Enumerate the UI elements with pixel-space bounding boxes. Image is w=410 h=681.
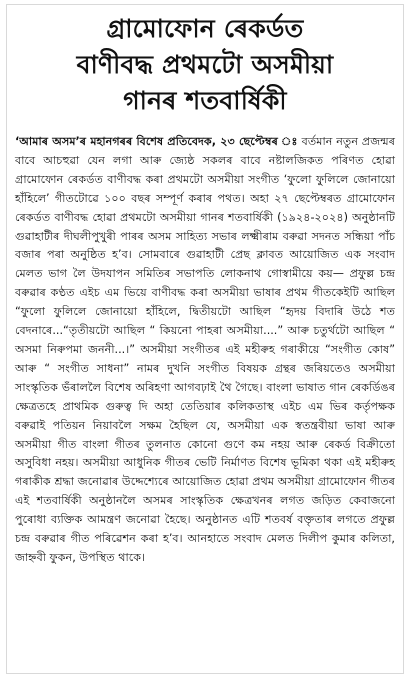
headline-line-3: গানৰ শতবাৰ্ষিকী [123, 86, 287, 115]
article-body-text: বৰ্তমান নতুন প্ৰজন্মৰ বাবে আচহুৱা যেন লগা আৰু জ্যেষ্ঠ সকলৰ বাবে নষ্টালজিকত পৰিণত হোৱা গ্ৰামোফোন ৰেকৰ্ডত বাণীবদ্ধ কৰা প্ৰথমটো অসমীয়া সংগীত ‘ফুলো ফুলিলে জোনায়ো হাঁহিলে’ গীতটোৱে ১০০ বছৰ সম্পূৰ্ণ কৰাৰ পথত। অহা ২৭ ছেপ্টেম্বৰত গ্ৰামোফোন ৰেকৰ্ডত বাণীবদ্ধ হোৱা প্ৰথমটো অসমীয়া গানৰ শতবাৰ্ষিকী (১৯২৪-২০২৪) অনুষ্ঠানটি গুৱাহাটীৰ দীঘলীপুখুৰী পাৰৰ অসম সাহিত্য সভাৰ লক্ষ্মীৰাম বৰুৱা সদনত সন্ধিয়া পাঁচ বজাৰ পৰা অনুষ্ঠিত হ’ব। সোমবাৰে গুৱাহাটী প্ৰেছ ক্লাবত আয়োজিত এক সংবাদ মেলত ভাগ লৈ উদযাপন সমিতিৰ সভাপতি লোকনাথ গোস্বামীয়ে কয়— প্ৰফুল্ল চন্দ্ৰ বৰুৱাৰ কণ্ঠত এইচ এম ভিয়ে বাণীবদ্ধ কৰা অসমীয়া ভাষাৰ প্ৰথম গীতকেইটি আছিল “ফুলো ফুলিলে জোনায়ো হাঁহিলে, দ্বিতীয়টো আছিল “হৃদয় বিদাৰি উঠে শত বেদনাৰে...“তৃতীয়টো আছিল “ কিয়নো পাহৰা অসমীয়া....” আৰু চতুৰ্থটো আছিল “ অসমা নিৰুপমা জননী...।” অসমীয়া সংগীতৰ এই মহীৰুহ গৰাকীয়ে “সংগীত কোষ” আৰু “ সংগীত সাধনা” নামৰ দুখনি সংগীত বিষয়ক গ্ৰন্থৰ জৰিয়তেও অসমীয়া সাংস্কৃতিক ভঁৰাললৈ বিশেষ অৰিহণা আগবঢ়াই থৈ গৈছে। বাংলা ভাষাত গান ৰেকৰ্ডিঙৰ ক্ষেত্ৰতহে প্ৰাথমিক গুৰুত্ব দি অহা তেতিয়াৰ কলিকতাস্থ এইচ এম ভিৰ কৰ্তৃপক্ষক বৰুৱাই পতিয়ন নিয়াবলৈ সক্ষম হৈছিল যে, অসমীয়া এক স্বতন্ত্ৰবীয়া ভাষা আৰু অসমীয়া গীত বাংলা গীতৰ তুলনাত কোনো গুণে কম নহয় আৰু ৰেকৰ্ড বিক্ৰীতো অসুবিধা নহয়। অসমীয়া আধুনিক গীতৰ ভেটি নিৰ্মাণত বিশেষ ভূমিকা থকা এই মহীৰুহ গৰাকীক শ্ৰদ্ধা জনোৱাৰ উদ্দেশ্যেৰে আয়োজিত হোৱা প্ৰথম অসমীয়া গ্ৰামোফোন গীতৰ এই শতবাৰ্ষিকী অনুষ্ঠানলৈ অসমৰ সাংস্কৃতিক ক্ষেত্ৰখনৰ লগত জড়িত কেবাজনো পুৰোধা ব্যক্তিক আমন্ত্ৰণ জনোৱা হৈছে। অনুষ্ঠানত এটি শতবৰ্ষ বক্তৃতাৰ লগতে প্ৰফুল্ল চন্দ্ৰ বৰুৱাৰ গীত পৰিৱেশন কৰা হ’ব। আনহাতে সংবাদ মেলত দিলীপ কুমাৰ কলিতা, জাহ্নবী ফুকন, উপস্থিত থাকে। [15, 135, 395, 564]
headline-line-1: গ্ৰামোফোন ৰেকৰ্ডত [106, 14, 304, 43]
headline-line-2: বাণীবদ্ধ প্ৰথমটো অসমীয়া [76, 50, 334, 79]
news-clipping [6, 4, 404, 674]
article-body [15, 133, 395, 568]
article-dateline: ‘আমাৰ অসম’ৰ মহানগৰৰ বিশেষ প্ৰতিবেদক, ২৩ ছেপ্টেম্বৰ ঃ [15, 135, 298, 148]
